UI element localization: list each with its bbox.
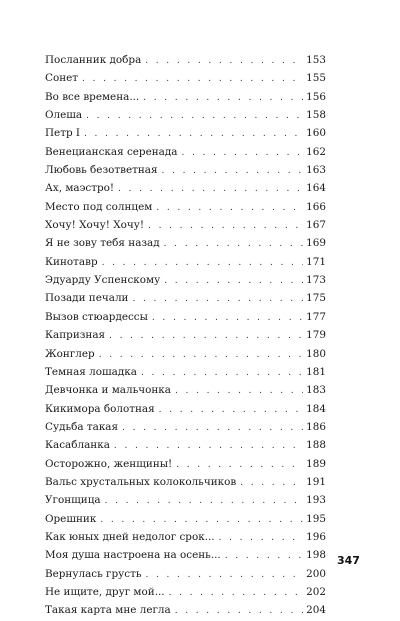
toc-entry-page: 155 — [306, 72, 326, 85]
toc-entry-page: 177 — [306, 310, 326, 323]
toc-entry — [45, 253, 326, 271]
toc-entry-page: 184 — [306, 402, 326, 415]
toc-entry-title: Эдуарду Успенскому — [45, 274, 161, 287]
table-of-contents — [45, 51, 326, 620]
toc-entry-page: 204 — [306, 604, 326, 617]
toc-dot-leader — [181, 144, 303, 162]
toc-entry — [45, 528, 326, 546]
toc-entry-page: 164 — [306, 182, 326, 195]
toc-entry-page: 183 — [306, 384, 326, 397]
toc-entry-page: 193 — [306, 494, 326, 507]
toc-entry-page: 169 — [306, 237, 326, 250]
toc-entry-page: 200 — [306, 567, 326, 580]
toc-entry-page: 175 — [306, 292, 326, 305]
toc-entry-title: Угонщица — [45, 494, 101, 507]
toc-dot-leader — [176, 456, 303, 474]
toc-entry — [45, 381, 326, 399]
toc-entry-page: 198 — [306, 549, 326, 562]
toc-entry — [45, 418, 326, 436]
toc-entry — [45, 51, 326, 69]
toc-entry-title: Касабланка — [45, 439, 110, 452]
toc-entry-title: Моя душа настроена на осень... — [45, 549, 221, 562]
toc-entry-title: Олеша — [45, 109, 83, 122]
toc-entry-page: 189 — [306, 457, 326, 470]
toc-entry-page: 196 — [306, 530, 326, 543]
toc-entry-title: Темная лошадка — [45, 365, 137, 378]
toc-entry-page: 191 — [306, 475, 326, 488]
toc-entry-title: Венецианская серенада — [45, 145, 178, 158]
toc-entry-page: 188 — [306, 439, 326, 452]
toc-entry-page: 180 — [306, 347, 326, 360]
toc-dot-leader — [219, 529, 304, 547]
toc-entry-title: Вальс хрустальных колокольчиков — [45, 475, 237, 488]
toc-entry-title: Вызов стюардессы — [45, 310, 148, 323]
toc-entry — [45, 271, 326, 289]
toc-entry-title: Жонглер — [45, 347, 95, 360]
toc-entry — [45, 436, 326, 454]
toc-entry-page: 173 — [306, 274, 326, 287]
toc-entry-title: Девчонка и мальчонка — [45, 384, 171, 397]
toc-entry-page: 202 — [306, 585, 326, 598]
toc-entry-title: Такая карта мне легла — [45, 604, 171, 617]
toc-entry — [45, 363, 326, 381]
toc-entry — [45, 565, 326, 583]
toc-entry-title: Кикимора болотная — [45, 402, 155, 415]
toc-dot-leader — [152, 309, 303, 327]
toc-entry — [45, 88, 326, 106]
toc-dot-leader — [240, 474, 303, 492]
toc-dot-leader — [99, 346, 303, 364]
toc-entry-page: 195 — [306, 512, 326, 525]
toc-entry-title: Любовь безответная — [45, 164, 158, 177]
toc-entry — [45, 491, 326, 509]
toc-dot-leader — [145, 566, 303, 584]
toc-dot-leader — [148, 217, 303, 235]
toc-dot-leader — [100, 511, 303, 529]
toc-entry — [45, 308, 326, 326]
toc-entry-page: 158 — [306, 109, 326, 122]
toc-dot-leader — [118, 180, 303, 198]
toc-dot-leader — [156, 199, 303, 217]
toc-entry-title: Как юных дней недолог срок... — [45, 530, 215, 543]
toc-entry-page: 162 — [306, 145, 326, 158]
toc-entry — [45, 473, 326, 491]
toc-entry-page: 167 — [306, 219, 326, 232]
toc-entry-page: 163 — [306, 164, 326, 177]
toc-entry-title: Посланник добра — [45, 54, 142, 66]
toc-entry — [45, 143, 326, 161]
toc-entry-title: Не ищите, друг мой... — [45, 585, 165, 598]
toc-dot-leader — [86, 107, 303, 125]
toc-entry-page: 179 — [306, 329, 326, 342]
toc-dot-leader — [225, 547, 303, 565]
toc-dot-leader — [145, 52, 303, 70]
toc-entry-page: 181 — [306, 365, 326, 378]
toc-dot-leader — [141, 364, 303, 382]
toc-entry-title: Сонет — [45, 72, 79, 85]
toc-dot-leader — [143, 89, 303, 107]
toc-entry-title: Хочу! Хочу! Хочу! — [45, 219, 145, 232]
toc-dot-leader — [132, 290, 303, 308]
toc-entry — [45, 289, 326, 307]
toc-entry — [45, 400, 326, 418]
toc-entry-title: Вернулась грусть — [45, 567, 142, 580]
toc-dot-leader — [159, 401, 303, 419]
toc-entry — [45, 69, 326, 87]
toc-dot-leader — [162, 162, 304, 180]
toc-dot-leader — [164, 235, 304, 253]
toc-entry-title: Во все времена... — [45, 90, 140, 103]
toc-entry-page: 186 — [306, 420, 326, 433]
toc-entry-page: 153 — [306, 54, 326, 66]
toc-entry-title: Кинотавр — [45, 255, 98, 268]
toc-dot-leader — [109, 327, 303, 345]
toc-entry — [45, 124, 326, 142]
toc-entry-title: Осторожно, женщины! — [45, 457, 173, 470]
toc-entry — [45, 345, 326, 363]
toc-entry-title: Позади печали — [45, 292, 129, 305]
toc-entry — [45, 234, 326, 252]
toc-entry — [45, 326, 326, 344]
toc-entry — [45, 179, 326, 197]
toc-dot-leader — [114, 437, 303, 455]
toc-dot-leader — [82, 70, 303, 88]
page-number: 347 — [337, 554, 360, 567]
toc-entry — [45, 546, 326, 564]
toc-entry-page: 171 — [306, 255, 326, 268]
toc-dot-leader — [105, 492, 304, 510]
toc-entry — [45, 601, 326, 619]
toc-dot-leader — [164, 272, 303, 290]
toc-entry-title: Петр I — [45, 127, 81, 140]
toc-entry-title: Ах, маэстро! — [45, 182, 115, 195]
toc-dot-leader — [102, 254, 304, 272]
toc-entry — [45, 583, 326, 601]
toc-entry-page: 156 — [306, 90, 326, 103]
toc-entry-title: Орешник — [45, 512, 97, 525]
toc-entry-title: Место под солнцем — [45, 200, 153, 213]
toc-entry-title: Судьба такая — [45, 420, 119, 433]
toc-dot-leader — [175, 382, 303, 400]
toc-entry — [45, 510, 326, 528]
toc-dot-leader — [175, 602, 303, 620]
toc-entry-page: 160 — [306, 127, 326, 140]
toc-dot-leader — [122, 419, 303, 437]
toc-entry — [45, 216, 326, 234]
toc-entry — [45, 106, 326, 124]
toc-entry-page: 166 — [306, 200, 326, 213]
toc-entry-title: Капризная — [45, 329, 106, 342]
toc-entry — [45, 198, 326, 216]
toc-dot-leader — [84, 125, 303, 143]
toc-entry — [45, 161, 326, 179]
toc-entry-title: Я не зову тебя назад — [45, 237, 160, 250]
toc-dot-leader — [169, 584, 304, 602]
toc-entry — [45, 455, 326, 473]
